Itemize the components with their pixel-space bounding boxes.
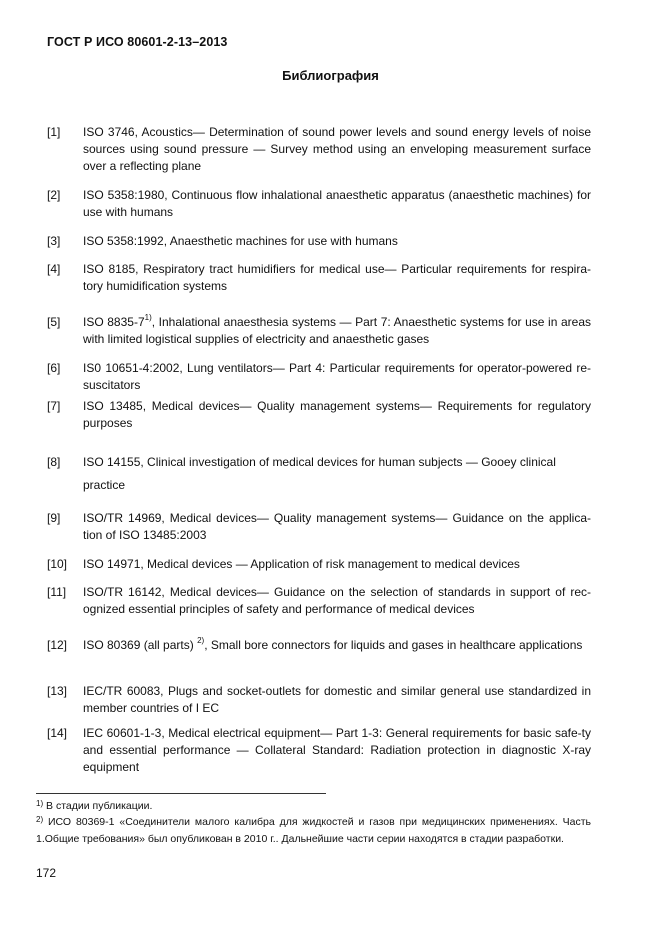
- reference-text: IS0 10651-4:2002, Lung ventilators— Part 4: Particular requirements for operator-powered re-suscitators: [83, 361, 591, 392]
- reference-text: ISO 5358:1980, Continuous flow inhalational anaesthetic apparatus (anaesthetic machines) for use with humans: [83, 188, 591, 219]
- footnote-divider: [36, 793, 326, 794]
- reference-number: [7]: [47, 399, 61, 413]
- reference-number: [5]: [47, 315, 61, 329]
- reference-text: ISO 80369 (all parts) $^{2)}$, Small bore connectors for liquids and gases in healthcare applications: [83, 636, 583, 652]
- reference-number: [14]: [47, 726, 68, 740]
- reference-text: ISO 8835-7$^{1)}$, Inhalational anaesthesia systems — Part 7: Anaesthetic systems for use in areas with limited logistical supplies of electricity and anaesthetic gases: [83, 313, 591, 346]
- reference-number: [9]: [47, 511, 61, 525]
- page-number: 172: [36, 866, 57, 880]
- reference-text: ISO 14971, Medical devices — Application of risk management to medical devices: [83, 557, 520, 571]
- reference-text: ISO/TR 16142, Medical devices— Guidance on the selection of standards in support of rec-ognized essential principles of safety and performance of medical devices: [83, 585, 591, 616]
- reference-text: ISO 5358:1992, Anaesthetic machines for use with humans: [83, 234, 398, 248]
- reference-1: [47, 124, 591, 176]
- footnote-text: ИСО 80369-1 «Соединители малого калибра для жидкостей и газов при медицинских применениях. Часть 1.Общие требования» был опубликован в 2010 г.. Дальнейшие части серии находятся в стадии разработки.: [36, 816, 591, 845]
- reference-text: IEC/TR 60083, Plugs and socket-outlets for domestic and similar general use standardized in member countries of I EC: [83, 684, 591, 715]
- reference-number: [2]: [47, 188, 61, 202]
- reference-text: ISO 8185, Respiratory tract humidifiers for medical use— Particular requirements for respira-tory humidification systems: [83, 262, 591, 293]
- footnote-ref-1[interactable]: 1): [144, 313, 152, 322]
- reference-text: ISO 3746, Acoustics— Determination of sound power levels and sound energy levels of noise sources using sound pressure — Survey method using an enveloping measurement surface over a reflecting plane: [83, 125, 591, 173]
- reference-text: IEC 60601-1-3, Medical electrical equipment— Part 1-3: General requirements for basic safe-ty and essential performance — Collateral Standard: Radiation protection in diagnostic X-ray equipment: [83, 726, 591, 774]
- reference-number: [13]: [47, 684, 68, 698]
- footnote-1: [36, 798, 591, 815]
- reference-text: ISO/TR 14969, Medical devices— Quality management systems— Guidance on the applica-tion of ISO 13485:2003: [83, 511, 591, 542]
- reference-text: ISO 14155, Clinical investigation of medical devices for human subjects — Gooey clinical: [83, 455, 556, 469]
- footnote-2: [36, 814, 591, 847]
- reference-number: [4]: [47, 262, 61, 276]
- reference-text-continued: practice: [83, 478, 126, 492]
- page-title: Библиография: [282, 68, 379, 83]
- footnote-ref-2[interactable]: 2): [197, 636, 205, 645]
- reference-text: ISO 13485, Medical devices— Quality management systems— Requirements for regulatory purposes: [83, 399, 591, 430]
- footnote-mark: 1): [36, 799, 44, 808]
- reference-number: [11]: [47, 585, 67, 599]
- footnote-text: В стадии публикации.: [46, 800, 153, 812]
- footnote-mark: 2): [36, 815, 44, 824]
- reference-number: [8]: [47, 455, 61, 469]
- reference-number: [3]: [47, 234, 61, 248]
- reference-number: [12]: [47, 638, 68, 652]
- standard-code: ГОСТ Р ИСО 80601-2-13–2013: [47, 35, 228, 49]
- reference-number: [10]: [47, 557, 68, 571]
- reference-number: [1]: [47, 125, 61, 139]
- reference-number: [6]: [47, 361, 61, 375]
